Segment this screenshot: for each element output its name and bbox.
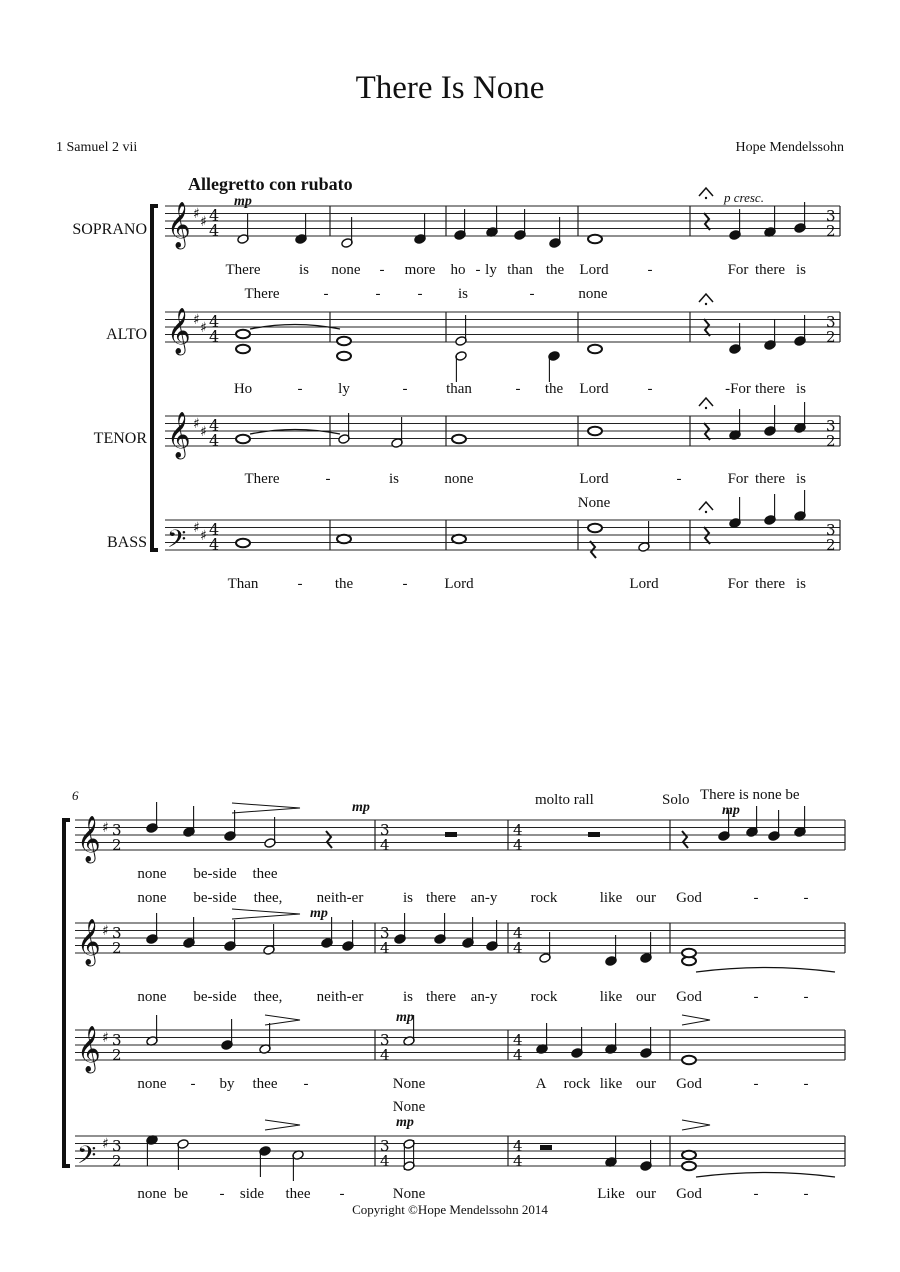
time-signature: 4 — [380, 1152, 390, 1170]
lyric-syllable: is — [795, 262, 807, 278]
lyric-syllable: like — [599, 890, 623, 906]
lyric-syllable: thee — [252, 1076, 278, 1092]
lyric-syllable: thee — [285, 1186, 311, 1202]
key-signature-sharp: ♯ — [193, 312, 200, 328]
lyric-syllable: There — [244, 286, 280, 302]
lyric-syllable: there — [755, 471, 785, 487]
lyric-syllable: - — [803, 890, 809, 906]
whole-note — [588, 427, 602, 435]
tie — [696, 1173, 835, 1178]
time-signature: 3 — [380, 821, 390, 839]
lyric-syllable: - — [803, 1186, 809, 1202]
bass-clef: 𝄢 — [167, 525, 187, 560]
lyric-syllable: - — [515, 381, 521, 397]
lyric-syllable: is — [457, 286, 469, 302]
key-signature-sharp: ♯ — [193, 520, 200, 536]
fermata-dot — [705, 511, 707, 513]
lyric-syllable: God — [676, 989, 702, 1005]
lyric-syllable: the — [545, 262, 565, 278]
key-signature-sharp: ♯ — [200, 528, 207, 544]
direction-solo: Solo — [662, 792, 690, 808]
key-signature-sharp: ♯ — [200, 214, 207, 230]
part-label-bass: BASS — [106, 534, 147, 551]
fermata-dot — [705, 197, 707, 199]
fermata-dot — [705, 303, 707, 305]
lyric-syllable: side — [239, 1186, 265, 1202]
lyric-syllable: ho — [450, 262, 466, 278]
lyric-syllable: rock — [530, 890, 558, 906]
time-signature: 2 — [112, 1046, 122, 1064]
lyric-syllable: like — [599, 1076, 623, 1092]
lyric-syllable: ly — [485, 262, 497, 278]
lyric-syllable: is — [298, 262, 310, 278]
lyric-syllable: - — [647, 381, 653, 397]
lyric-syllable: - — [529, 286, 535, 302]
time-signature: 4 — [209, 416, 220, 435]
dynamic-mp: mp — [234, 194, 252, 209]
whole-note — [236, 345, 250, 353]
time-signature: 4 — [513, 836, 523, 854]
whole-note — [236, 539, 250, 547]
whole-note — [452, 535, 466, 543]
lyric-syllable: is — [402, 890, 414, 906]
time-signature: 2 — [826, 222, 836, 240]
lyric-syllable: there — [426, 890, 456, 906]
treble-clef: 𝄞 — [167, 412, 191, 458]
lyric-syllable: There — [225, 262, 261, 278]
lyric-syllable: than — [507, 262, 533, 278]
treble-clef: 𝄞 — [77, 816, 101, 862]
time-signature: 3 — [380, 924, 390, 942]
lyric-syllable: our — [636, 989, 656, 1005]
whole-note — [236, 330, 250, 338]
lyric-syllable: Ho — [233, 381, 253, 397]
time-signature: 4 — [513, 924, 523, 942]
lyric-syllable: - — [325, 471, 331, 487]
lyric-syllable: - — [753, 890, 759, 906]
time-signature: 2 — [826, 432, 836, 450]
lyric-syllable: For — [727, 262, 749, 278]
fermata-dot — [705, 407, 707, 409]
lyric-syllable: - — [375, 286, 381, 302]
time-signature: 3 — [112, 1137, 122, 1155]
lyric-syllable: None — [577, 495, 611, 511]
time-signature: 3 — [826, 207, 836, 225]
lyric-syllable: - — [475, 262, 481, 278]
lyric-syllable: the — [334, 576, 354, 592]
time-signature: 4 — [209, 535, 220, 554]
time-signature: 4 — [380, 836, 390, 854]
lyric-syllable: there — [755, 381, 785, 397]
lyric-syllable: be — [173, 1186, 189, 1202]
dynamic-mp: mp — [396, 1115, 414, 1130]
lyric-syllable: none — [137, 1186, 167, 1202]
half-rest — [445, 832, 457, 837]
time-signature: 4 — [209, 327, 220, 346]
fermata — [699, 188, 713, 196]
decrescendo-hairpin — [682, 1015, 710, 1025]
lyric-syllable: more — [404, 262, 436, 278]
time-signature: 3 — [380, 1031, 390, 1049]
whole-note — [682, 949, 696, 957]
whole-note — [588, 524, 602, 532]
lyric-syllable: None — [392, 1186, 426, 1202]
lyric-syllable: - — [379, 262, 385, 278]
part-label-soprano: SOPRANO — [72, 221, 147, 238]
time-signature: 3 — [112, 924, 122, 942]
lyric-syllable: God — [676, 1076, 702, 1092]
time-signature: 4 — [513, 939, 523, 957]
dynamic-p-cresc: p cresc. — [724, 190, 764, 205]
lyric-syllable: be-side — [193, 989, 237, 1005]
time-signature: 3 — [112, 1031, 122, 1049]
lyric-syllable: there — [755, 262, 785, 278]
lyric-syllable: - — [647, 262, 653, 278]
lyric-syllable: - — [190, 1076, 196, 1092]
lyric-syllable: is — [402, 989, 414, 1005]
lyric-syllable: neith-er — [316, 890, 364, 906]
time-signature: 2 — [112, 1152, 122, 1170]
key-signature-sharp: ♯ — [200, 424, 207, 440]
whole-note — [588, 235, 602, 243]
whole-note — [588, 345, 602, 353]
lyric-syllable: Than — [227, 576, 259, 592]
fermata — [699, 294, 713, 302]
fermata — [699, 398, 713, 406]
lyric-syllable: - — [676, 471, 682, 487]
lyric-syllable: -For — [725, 381, 751, 397]
time-signature: 3 — [826, 313, 836, 331]
lyric-syllable: - — [219, 1186, 225, 1202]
lyric-syllable: an-y — [470, 890, 498, 906]
lyric-syllable: there — [426, 989, 456, 1005]
time-signature: 4 — [209, 520, 220, 539]
time-signature: 2 — [826, 536, 836, 554]
dynamic-mp: mp — [722, 803, 740, 818]
tie — [250, 430, 340, 435]
composer-name: Hope Mendelssohn — [735, 140, 844, 155]
lyric-syllable: ly — [338, 381, 350, 397]
time-signature: 3 — [826, 417, 836, 435]
lyric-syllable: neith-er — [316, 989, 364, 1005]
lyric-syllable: None — [392, 1099, 426, 1115]
lyric-syllable: - — [753, 1186, 759, 1202]
dynamic-mp: mp — [352, 800, 370, 815]
lyric-syllable: Lord — [444, 576, 474, 592]
decrescendo-hairpin — [265, 1120, 300, 1130]
lyric-syllable: rock — [563, 1076, 591, 1092]
solo-lyric: There is none be — [700, 787, 800, 803]
key-signature-sharp: ♯ — [193, 416, 200, 432]
half-rest — [588, 832, 600, 837]
lyric-syllable: thee — [252, 866, 278, 882]
piece-title: There Is None — [355, 70, 545, 106]
tempo-marking: Allegretto con rubato — [188, 174, 353, 194]
decrescendo-hairpin — [232, 803, 300, 813]
half-rest — [540, 1145, 552, 1150]
copyright-notice: Copyright ©Hope Mendelssohn 2014 — [352, 1202, 548, 1217]
decrescendo-hairpin — [265, 1015, 300, 1025]
lyric-syllable: - — [303, 1076, 309, 1092]
lyric-syllable: is — [795, 471, 807, 487]
whole-note — [452, 435, 466, 443]
lyric-syllable: rock — [530, 989, 558, 1005]
lyric-syllable: For — [727, 576, 749, 592]
whole-note — [682, 1151, 696, 1159]
lyric-syllable: - — [803, 989, 809, 1005]
time-signature: 4 — [209, 206, 220, 225]
time-signature: 4 — [513, 1137, 523, 1155]
time-signature: 3 — [380, 1137, 390, 1155]
lyric-syllable: is — [795, 381, 807, 397]
lyric-syllable: the — [544, 381, 564, 397]
key-signature-sharp: ♯ — [102, 820, 109, 836]
lyric-syllable: Lord — [579, 262, 609, 278]
whole-note — [682, 1162, 696, 1170]
dynamic-mp: mp — [310, 906, 328, 921]
lyric-syllable: God — [676, 890, 702, 906]
whole-note — [337, 337, 351, 345]
lyric-syllable: none — [331, 262, 361, 278]
lyric-syllable: our — [636, 1186, 656, 1202]
treble-clef: 𝄞 — [77, 919, 101, 965]
lyric-syllable: than — [446, 381, 472, 397]
lyric-syllable: Like — [597, 1186, 625, 1202]
lyric-syllable: thee, — [253, 989, 283, 1005]
time-signature: 4 — [513, 1046, 523, 1064]
decrescendo-hairpin — [682, 1120, 710, 1130]
scripture-source: 1 Samuel 2 vii — [56, 140, 138, 155]
time-signature: 4 — [209, 431, 220, 450]
tie — [696, 968, 835, 973]
treble-clef: 𝄞 — [77, 1026, 101, 1072]
time-signature: 4 — [209, 221, 220, 240]
lyric-syllable: thee, — [253, 890, 283, 906]
part-label-alto: ALTO — [106, 326, 147, 343]
lyric-syllable: - — [803, 1076, 809, 1092]
lyric-syllable: - — [339, 1186, 345, 1202]
lyric-syllable: Lord — [579, 471, 609, 487]
dynamic-mp: mp — [396, 1010, 414, 1025]
lyric-syllable: None — [392, 1076, 426, 1092]
time-signature: 2 — [826, 328, 836, 346]
part-label-tenor: TENOR — [93, 430, 147, 447]
time-signature: 4 — [209, 312, 220, 331]
lyric-syllable: our — [636, 890, 656, 906]
lyric-syllable: is — [795, 576, 807, 592]
time-signature: 3 — [826, 521, 836, 539]
whole-note — [337, 352, 351, 360]
time-signature: 4 — [380, 939, 390, 957]
lyric-syllable: none — [137, 866, 167, 882]
treble-clef: 𝄞 — [167, 202, 191, 248]
system-bracket — [64, 820, 70, 1166]
lyric-syllable: For — [727, 471, 749, 487]
lyric-syllable: by — [219, 1076, 235, 1092]
lyric-syllable: there — [755, 576, 785, 592]
lyric-syllable: Lord — [629, 576, 659, 592]
time-signature: 2 — [112, 939, 122, 957]
lyric-syllable: - — [297, 576, 303, 592]
time-signature: 4 — [513, 821, 523, 839]
lyric-syllable: none — [137, 890, 167, 906]
quarter-rest — [682, 831, 688, 848]
fermata — [699, 502, 713, 510]
lyric-syllable: - — [402, 576, 408, 592]
lyric-syllable: be-side — [193, 890, 237, 906]
key-signature-sharp: ♯ — [102, 1030, 109, 1046]
time-signature: 4 — [380, 1046, 390, 1064]
whole-note — [682, 1056, 696, 1064]
bass-clef: 𝄢 — [77, 1141, 97, 1176]
whole-note — [337, 535, 351, 543]
lyric-syllable: our — [636, 1076, 656, 1092]
decrescendo-hairpin — [232, 909, 300, 919]
direction-molto-rall: molto rall — [535, 792, 594, 808]
lyric-syllable: be-side — [193, 866, 237, 882]
lyric-syllable: - — [402, 381, 408, 397]
key-signature-sharp: ♯ — [102, 1136, 109, 1152]
lyric-syllable: - — [297, 381, 303, 397]
lyric-syllable: God — [676, 1186, 702, 1202]
time-signature: 3 — [112, 821, 122, 839]
time-signature: 4 — [513, 1031, 523, 1049]
lyric-syllable: none — [444, 471, 474, 487]
treble-clef: 𝄞 — [167, 308, 191, 354]
lyric-syllable: like — [599, 989, 623, 1005]
lyric-syllable: is — [388, 471, 400, 487]
time-signature: 2 — [112, 836, 122, 854]
lyric-syllable: none — [578, 286, 608, 302]
lyric-syllable: - — [753, 1076, 759, 1092]
lyric-syllable: an-y — [470, 989, 498, 1005]
lyric-syllable: Lord — [579, 381, 609, 397]
lyric-syllable: There — [244, 471, 280, 487]
system-bracket — [152, 206, 158, 550]
lyric-syllable: - — [323, 286, 329, 302]
quarter-rest — [326, 831, 332, 848]
lyric-syllable: - — [417, 286, 423, 302]
measure-number: 6 — [72, 788, 79, 803]
whole-note — [236, 435, 250, 443]
key-signature-sharp: ♯ — [200, 320, 207, 336]
key-signature-sharp: ♯ — [102, 923, 109, 939]
key-signature-sharp: ♯ — [193, 206, 200, 222]
time-signature: 4 — [513, 1152, 523, 1170]
lyric-syllable: A — [535, 1076, 547, 1092]
lyric-syllable: none — [137, 989, 167, 1005]
lyric-syllable: - — [753, 989, 759, 1005]
lyric-syllable: none — [137, 1076, 167, 1092]
